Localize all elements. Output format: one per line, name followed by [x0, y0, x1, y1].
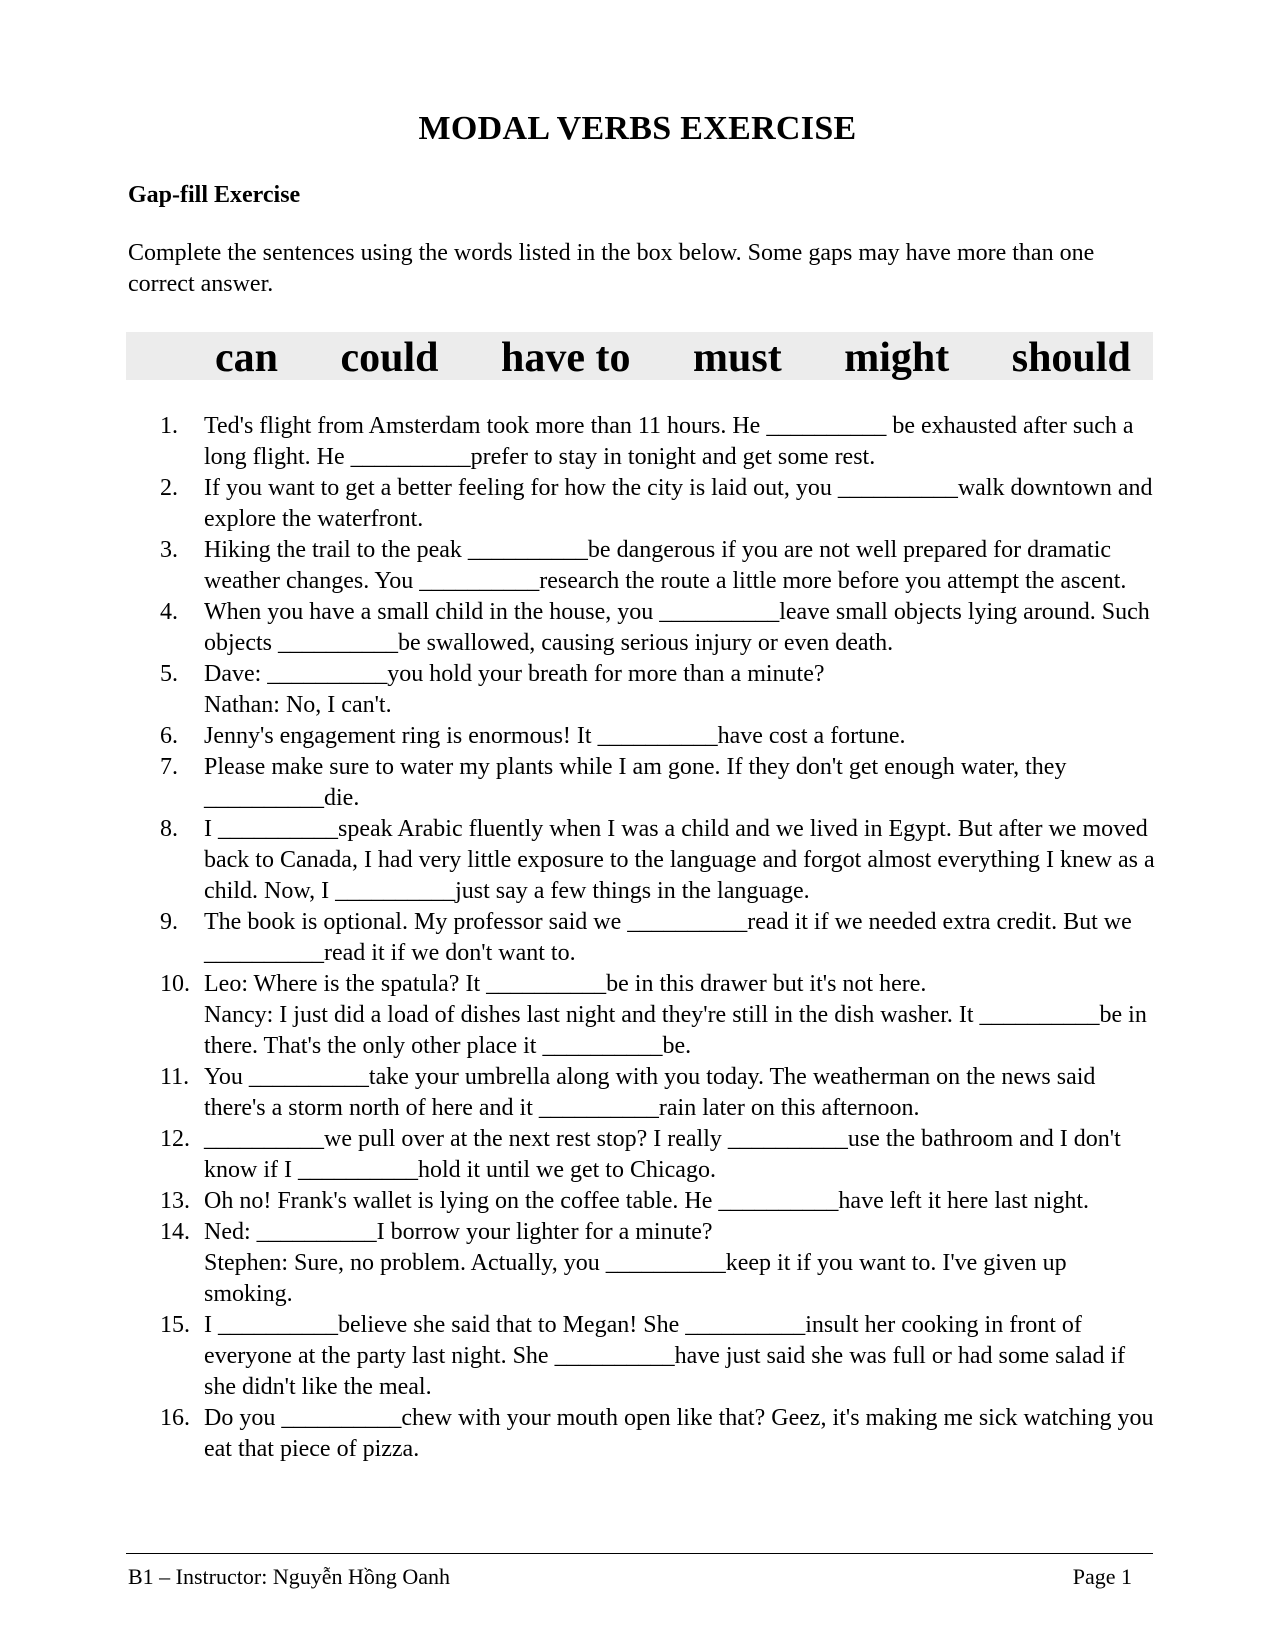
question-text: Jenny's engagement ring is enormous! It __________have cost a fortune. — [204, 723, 906, 749]
question-item — [160, 1403, 1160, 1465]
question-item — [160, 969, 1160, 1062]
question-text: When you have a small child in the house, you __________leave small objects lying around. Such objects __________be swallowed, causing serious injury or even death. — [204, 599, 1150, 656]
word-bank-item: might — [844, 335, 950, 381]
question-number: 7. — [160, 754, 178, 780]
question-text: Oh no! Frank's wallet is lying on the coffee table. He __________have left it here last night. — [204, 1188, 1089, 1214]
question-text: I __________speak Arabic fluently when I was a child and we lived in Egypt. But after we moved back to Canada, I had very little exposure to the language and forgot almost everything I knew as a child. Now, I __________just say a few things in the language. — [204, 816, 1155, 904]
word-bank-item: have to — [501, 335, 631, 381]
question-text: You __________take your umbrella along with you today. The weatherman on the news said there's a storm north of here and it __________rain later on this afternoon. — [204, 1064, 1096, 1121]
word-bank-item: could — [340, 335, 439, 381]
question-number: 14. — [160, 1219, 190, 1245]
question-number: 2. — [160, 475, 178, 501]
question-item — [160, 535, 1160, 597]
question-item — [160, 1062, 1160, 1124]
instructions-text: Complete the sentences using the words listed in the box below. Some gaps may have more than one correct answer. — [128, 240, 1095, 297]
question-item — [160, 1217, 1160, 1310]
page-title: MODAL VERBS EXERCISE — [418, 110, 857, 147]
footer-instructor: B1 – Instructor: Nguyễn Hồng Oanh — [128, 1564, 451, 1589]
question-number: 6. — [160, 723, 178, 749]
footer-divider — [126, 1553, 1153, 1554]
question-text: Please make sure to water my plants while I am gone. If they don't get enough water, they __________die. — [204, 754, 1067, 811]
question-text: Ted's flight from Amsterdam took more than 11 hours. He __________ be exhausted after such a long flight. He __________prefer to stay in tonight and get some rest. — [204, 413, 1134, 470]
question-item — [160, 1186, 1160, 1217]
section-heading: Gap-fill Exercise — [128, 182, 301, 208]
question-item — [160, 411, 1160, 473]
question-number: 3. — [160, 537, 178, 563]
question-item — [160, 597, 1160, 659]
question-number: 11. — [160, 1064, 190, 1090]
question-text: Hiking the trail to the peak __________be dangerous if you are not well prepared for dramatic weather changes. You __________research the route a little more before you attempt the ascent. — [204, 537, 1127, 594]
question-text: The book is optional. My professor said we __________read it if we needed extra credit. But we __________read it if we don't want to. — [204, 909, 1132, 966]
word-bank-item: must — [693, 335, 782, 381]
question-item — [160, 721, 1160, 752]
question-text: __________we pull over at the next rest stop? I really __________use the bathroom and I don't know if I __________hold it until we get to Chicago. — [204, 1126, 1121, 1183]
question-number: 15. — [160, 1312, 190, 1338]
question-number: 12. — [160, 1126, 190, 1152]
question-number: 4. — [160, 599, 178, 625]
question-item — [160, 659, 1160, 721]
question-number: 5. — [160, 661, 178, 687]
question-item — [160, 1310, 1160, 1403]
question-number: 13. — [160, 1188, 190, 1214]
question-number: 1. — [160, 413, 178, 439]
question-list — [160, 411, 1160, 1465]
question-text: Dave: __________you hold your breath for more than a minute? Nathan: No, I can't. — [204, 661, 825, 718]
question-text: I __________believe she said that to Megan! She __________insult her cooking in front of everyone at the party last night. She __________have just said she was full or had some salad if she didn't like the meal. — [204, 1312, 1126, 1400]
footer-page-number: Page 1 — [1072, 1564, 1132, 1589]
question-item — [160, 1124, 1160, 1186]
word-bank — [215, 333, 1183, 383]
question-text: Do you __________chew with your mouth open like that? Geez, it's making me sick watching you eat that piece of pizza. — [204, 1405, 1154, 1462]
question-number: 10. — [160, 971, 190, 997]
question-number: 8. — [160, 816, 178, 842]
question-item — [160, 814, 1160, 907]
question-number: 9. — [160, 909, 178, 935]
question-item — [160, 752, 1160, 814]
question-text: Leo: Where is the spatula? It __________be in this drawer but it's not here. Nancy: I just did a load of dishes last night and they're still in the dish washer. It __________be in there. That's the only other place it __________be. — [204, 971, 1147, 1059]
word-bank-item: can — [215, 335, 278, 381]
word-bank-item: should — [1011, 335, 1131, 381]
question-text: Ned: __________I borrow your lighter for a minute? Stephen: Sure, no problem. Actually, you __________keep it if you want to. I've given up smoking. — [204, 1219, 1067, 1307]
question-text: If you want to get a better feeling for how the city is laid out, you __________walk downtown and explore the waterfront. — [204, 475, 1153, 532]
question-item — [160, 907, 1160, 969]
question-item — [160, 473, 1160, 535]
question-number: 16. — [160, 1405, 190, 1431]
